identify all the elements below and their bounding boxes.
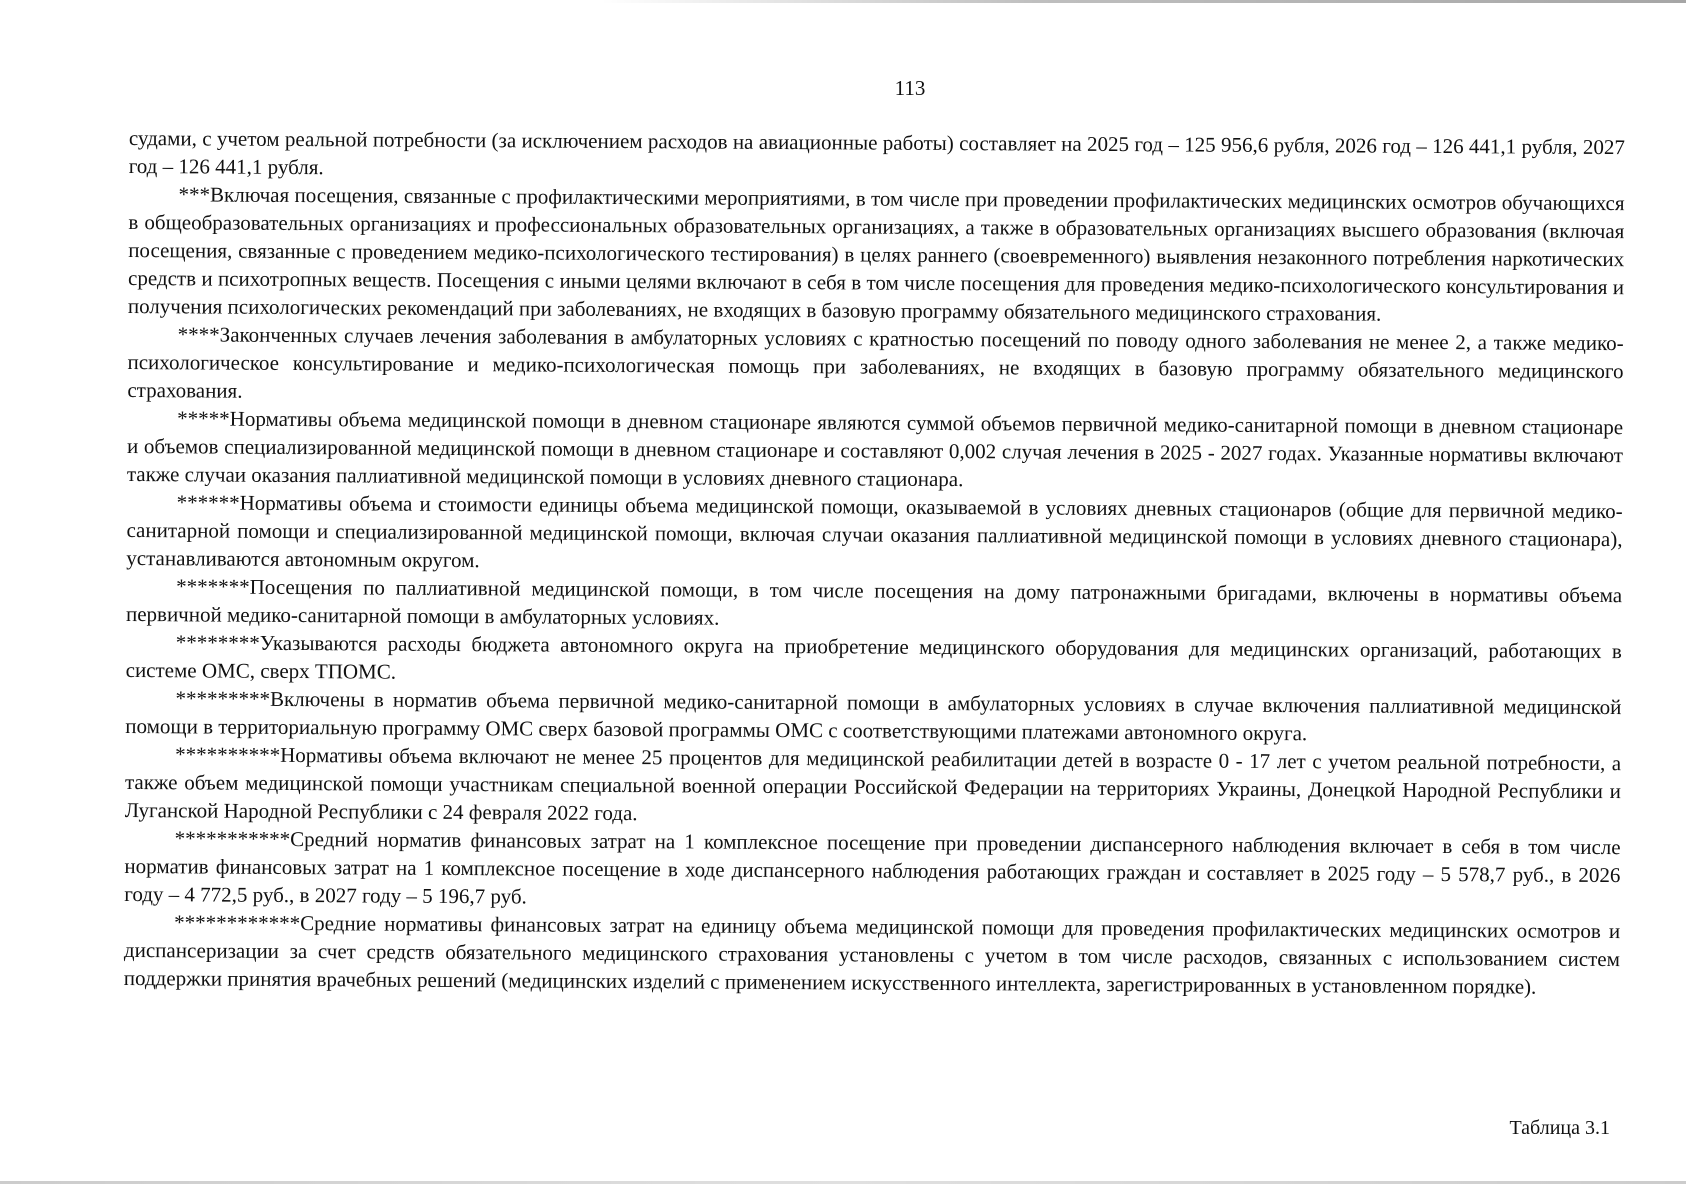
footnote-12: ************Средние нормативы финансовых затрат на единицу объема медицинской помощи для проведения профилактических медицинских осмотров и диспансеризации за счет средств обязательного медицинского страхования установлены с учетом в том числе расходов, связанных с использованием систем поддержки принятия врачебных решений (медицинских изделий с применением искусственного интеллекта, зарегистрированных в установленном порядке). [123, 910, 1621, 999]
footnotes-body [124, 124, 1625, 1001]
scan-edge-bottom [0, 1181, 1686, 1184]
page-number: 113 [894, 76, 926, 100]
footnote-11: ***********Средний норматив финансовых затрат на 1 комплексное посещение при проведении диспансерного наблюдения включает в себя в том числе норматив финансовых затрат на 1 комплексное посещение в ходе диспансерного наблюдения работающих граждан и составляет в 2025 году – 5 578,7 руб., в 2026 году – 4 772,5 руб., в 2027 году – 5 196,7 руб. [124, 826, 1621, 909]
paragraph-continuation: судами, с учетом реальной потребности (за исключением расходов на авиационные работы) составляет на 2025 год – 125 956,6 рубля, 2026 год – 126 441,1 рубля, 2027 год – 126 441,1 рубля. [128, 125, 1625, 180]
footnote-6: ******Нормативы объема и стоимости единицы объема медицинской помощи, оказываемой в условиях дневных стационаров (общие для первичной медико-санитарной помощи и специализированной медицинской помощи, включая случаи оказания паллиативной медицинской помощи в условиях дневного стационара), устанавливаются автономным округом. [126, 490, 1623, 573]
footnote-7: *******Посещения по паллиативной медицинской помощи, в том числе посещения на дому патронажными бригадами, включены в нормативы объема первичной медико-санитарной помощи в амбулаторных условиях. [125, 574, 1623, 630]
footnote-9: *********Включены в норматив объема первичной медико-санитарной помощи в амбулаторных условиях в случае включения паллиативной медицинской помощи в территориальную программу ОМС сверх базовой программы ОМС с соответствующими платежами автономного округа. [125, 686, 1622, 746]
table-label: Таблица 3.1 [1509, 1117, 1610, 1139]
footnote-4: ****Законченных случаев лечения заболевания в амбулаторных условиях с кратностью посещений по поводу одного заболевания не менее 2, а также медико-психологическое консультирование и медико-психологическая помощь при заболеваниях, не входящих в базовую программу обязательного медицинского страхования. [127, 322, 1624, 403]
footnote-8: ********Указываются расходы бюджета автономного округа на приобретение медицинского оборудования для медицинских организаций, работающих в системе ОМС, сверх ТПОМС. [125, 630, 1622, 684]
footnote-5: *****Нормативы объема медицинской помощи в дневном стационаре являются суммой объемов первичной медико-санитарной помощи в дневном стационаре и объемов специализированной медицинской помощи в дневном стационаре и составляют 0,002 случая лечения в 2025 - 2027 годах. Указанные нормативы включают также случаи оказания паллиативной медицинской помощи в условиях дневного стационара. [126, 406, 1624, 492]
footnote-10: **********Нормативы объема включают не менее 25 процентов для медицинской реабилитации детей в возрасте 0 - 17 лет с учетом реальной потребности, а также объем медицинской помощи участникам специальной военной операции Российской Федерации на территориях Украины, Донецкой Народной Республики и Луганской Народной Республики с 24 февраля 2022 года. [124, 742, 1622, 826]
scan-edge-top [600, 0, 1686, 3]
footnote-3: ***Включая посещения, связанные с профилактическими мероприятиями, в том числе при проведении профилактических медицинских осмотров обучающихся в общеобразовательных организациях и профессиональных образовательных организациях, а также в образовательных организациях высшего образования (включая посещения, связанные с проведением медико-психологического тестирования) в целях раннего (своевременного) выявления незаконного потребления наркотических средств и психотропных веществ. Посещения с иными целями включают в себя в том числе посещения для проведения медико-психологического консультирования и получения психологических рекомендаций при заболеваниях, не входящих в базовую программу обязательного медицинского страхования. [127, 182, 1625, 326]
